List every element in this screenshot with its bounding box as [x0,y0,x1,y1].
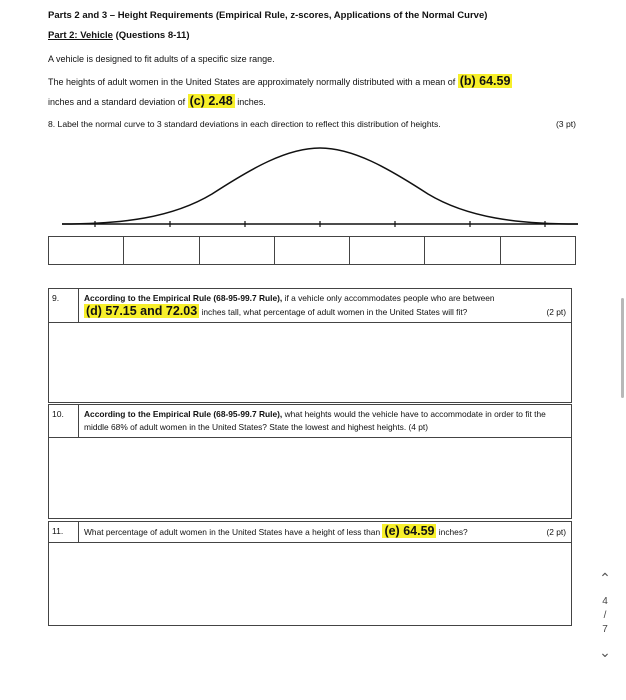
chevron-up-icon[interactable]: ⌃ [599,570,611,586]
q9-bold: According to the Empirical Rule (68-95-99.7 Rule), [84,293,283,303]
chevron-down-icon[interactable]: ⌄ [599,644,611,660]
part-questions: (Questions 8-11) [112,30,190,41]
q9-text [79,289,571,322]
q10-points: (4 pt) [408,422,429,432]
question-10-box [48,404,572,519]
curve-label-row [48,236,576,265]
q11-body: What percentage of adult women in the United States have a height of less than [84,527,383,537]
q11-number: 11. [49,522,79,542]
question-11-box [48,521,572,626]
q10-number: 10. [49,405,79,437]
label-cell-mean[interactable] [275,237,350,264]
intro-text: A vehicle is designed to fit adults of a specific size range. [48,54,275,64]
q11-value: (e) 64.59 [384,524,435,538]
label-cell-minus-2sd[interactable] [124,237,199,264]
page-current: 4 [602,596,608,607]
part-label: Part 2: Vehicle [48,30,113,41]
q9-text2: inches tall, what percentage of adult women in the United States will fit? [199,307,468,317]
q9-number: 9. [49,289,79,322]
q9-answer-area[interactable] [49,323,571,403]
q11-answer-area[interactable] [49,543,571,621]
label-cell-plus-3sd[interactable] [501,237,575,264]
q10-header [49,405,571,438]
q9-points: (2 pt) [546,307,566,317]
q8-points: (3 pt) [555,119,576,129]
label-cell-minus-1sd[interactable] [200,237,275,264]
q9-range: (d) 57.15 and 72.03 [86,304,198,318]
q10-bold: According to the Empirical Rule (68-95-99.7 Rule), [84,409,283,419]
q9-text1: if a vehicle only accommodates people who are between [282,293,495,303]
curve-line [62,148,578,224]
q11-text2: inches? [436,527,468,537]
normal-curve [62,138,578,232]
description-mid: inches and a standard deviation of [48,97,188,107]
page-separator: / [603,610,607,621]
label-cell-plus-2sd[interactable] [425,237,500,264]
q10-text [79,405,571,437]
q11-header [49,522,571,543]
label-cell-plus-1sd[interactable] [350,237,425,264]
description-pre: The heights of adult women in the United States are approximately normally distributed with a mean of [48,77,458,87]
q8-text: 8. Label the normal curve to 3 standard deviations in each direction to reflect this distribution of heights. [48,119,441,129]
description-post: inches. [234,97,266,107]
label-cell-minus-3sd[interactable] [49,237,124,264]
part-heading [48,30,190,41]
scrollbar-thumb[interactable] [621,298,624,398]
question-9-box [48,288,572,403]
mean-value: (b) 64.59 [459,74,511,88]
q11-points: (2 pt) [546,527,566,537]
q10-answer-area[interactable] [49,438,571,518]
q11-text [79,522,571,542]
page-title: Parts 2 and 3 – Height Requirements (Empirical Rule, z-scores, Applications of the Normal Curve) [48,10,488,21]
sd-value: (c) 2.48 [189,94,233,108]
page-total: 7 [602,624,608,635]
q9-header [49,289,571,323]
q10-body: what heights would the vehicle have to accommodate in order to fit the middle 68% of adult women in the United States? State the lowest and highest heights. [84,409,546,432]
page-navigator [594,570,616,664]
description-paragraph [48,72,588,112]
question-8 [48,119,576,129]
